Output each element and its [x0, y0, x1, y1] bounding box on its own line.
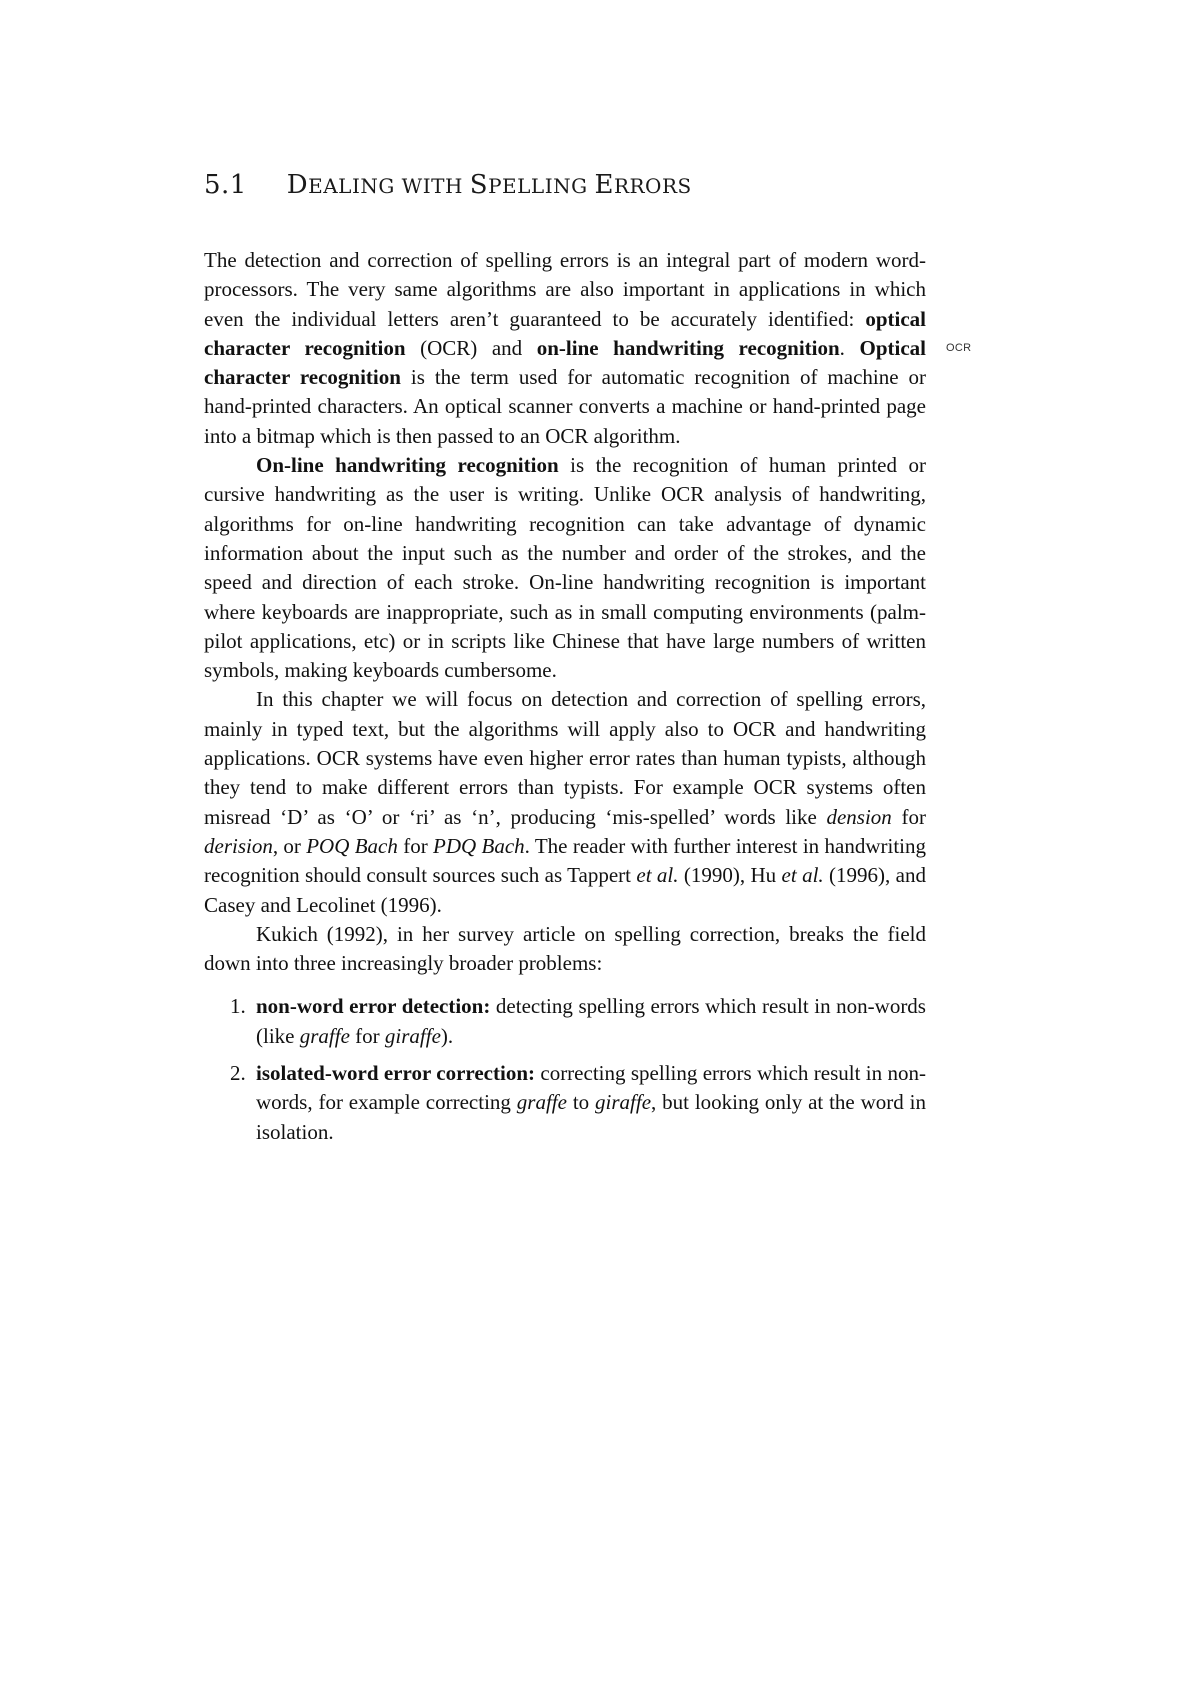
text-run: . The reader with further interest in handwriting recognition should consult sources such as Tappert [204, 833, 926, 888]
list-item [204, 1059, 926, 1147]
text-run: Kukich (1992), in her survey article on spelling correction, breaks the field down into three increasingly broader problems: [204, 921, 926, 976]
section-number: 5.1 [204, 170, 247, 200]
section-title-part: RRORS [613, 174, 692, 198]
list-item [204, 992, 926, 1051]
bold-term: Optical character recognition [204, 335, 926, 390]
text-run: . [839, 335, 860, 360]
paragraph [204, 451, 926, 685]
bold-term: non-word error detection: [256, 994, 491, 1019]
italic-text: giraffe [384, 1023, 441, 1048]
bold-term: isolated-word error correction: [256, 1061, 535, 1086]
italic-text: dension [826, 804, 892, 829]
text-run: detecting spelling errors which result in non-words (like [256, 994, 926, 1048]
section-title-part: PELLING [488, 174, 595, 198]
text-run: is the recognition of human printed or cursive handwriting as the user is writing. Unlike OCR analysis of handwriting, algorithms for on-line handwriting recognition can take advantage of dynamic information about the input such as the number and order of the strokes, and the speed and direction of each stroke. On-line handwriting recognition is important where keyboards are inappropriate, such as in small computing environments (palm-pilot applications, etc) or in scripts like Chinese that have large numbers of written symbols, making keyboards cumbersome. [204, 453, 926, 683]
numbered-list [204, 992, 926, 1146]
text-run: , but looking only at the word in isolation. [256, 1090, 926, 1144]
text-run: to [566, 1090, 596, 1115]
text-run: The detection and correction of spelling errors is an integral part of modern word-processors. The very same algorithms are also important in applications in which even the individual letters aren’t guaranteed to be accurately identified: [204, 248, 926, 331]
text-run: , or [272, 833, 307, 858]
text-run: correcting spelling errors which result in non-words, for example correcting [256, 1061, 927, 1115]
margin-note: OCR [946, 342, 972, 354]
bold-term: On-line handwriting recognition [256, 453, 559, 478]
text-run: for [397, 833, 434, 858]
italic-text: POQ Bach [306, 833, 398, 858]
text-run: for [349, 1023, 385, 1048]
paragraph [204, 685, 926, 919]
text-run: is the term used for automatic recognition of machine or hand-printed characters. An optical scanner converts a machine or hand-printed page into a bitmap which is then passed to an OCR algorithm. [204, 365, 926, 448]
italic-text: graffe [299, 1023, 350, 1048]
text-run: In this chapter we will focus on detection and correction of spelling errors, mainly in typed text, but the algorithms will apply also to OCR and handwriting applications. OCR systems have even higher error rates than human typists, although they tend to make different errors than typists. For example OCR systems often misread ‘D’ as ‘O’ or ‘ri’ as ‘n’, producing ‘mis-spelled’ words like [204, 687, 926, 829]
italic-text: PDQ Bach [433, 833, 525, 858]
text-run: ). [440, 1023, 454, 1048]
section-title-part: EALING WITH [308, 174, 470, 198]
italic-text: et al. [781, 863, 824, 888]
italic-text: derision [204, 833, 273, 858]
bold-term: on-line handwriting recognition [536, 335, 840, 360]
section-title-part: D [286, 170, 309, 200]
section-title-part: E [594, 170, 614, 200]
section-heading [204, 170, 692, 200]
paragraph [204, 246, 926, 451]
section-title-part: S [469, 170, 489, 200]
text-run: (OCR) and [405, 335, 537, 360]
italic-text: graffe [516, 1090, 567, 1115]
body-text [204, 246, 926, 1155]
paragraph [204, 920, 926, 979]
list-item-number: 1. [230, 994, 246, 1019]
section-title [278, 170, 692, 200]
bold-term: optical character recognition [204, 306, 926, 360]
text-run: for [891, 804, 926, 829]
text-run: (1996), and Casey and Lecolinet (1996). [204, 863, 926, 917]
text-run: (1990), Hu [678, 863, 782, 888]
italic-text: et al. [636, 863, 679, 888]
list-item-number: 2. [230, 1061, 246, 1086]
italic-text: giraffe [595, 1090, 652, 1115]
